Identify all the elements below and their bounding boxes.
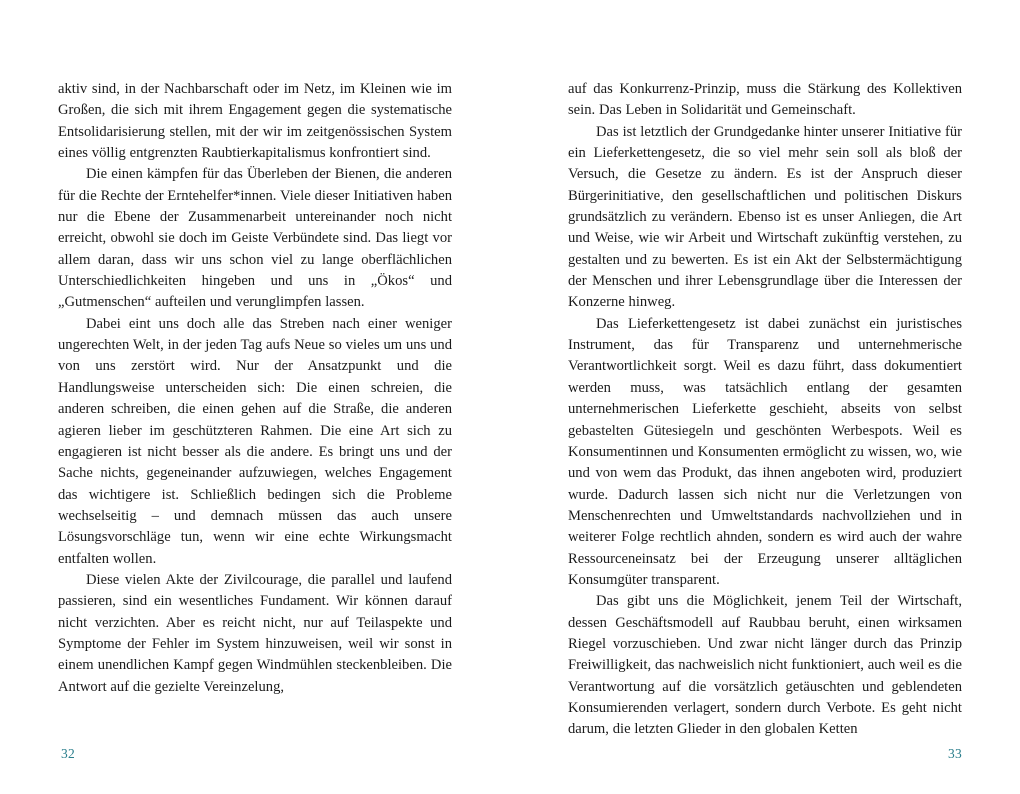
page-right-textblock xyxy=(568,79,962,741)
paragraph: Das gibt uns die Möglichkeit, jenem Teil der Wirtschaft, dessen Geschäftsmodell auf Raubbau beruht, einen wirksamen Riegel vorzuschieben. Und zwar nicht länger durch das Prinzip Freiwilligkeit, das nachweislich nicht funktioniert, auch weil es die Verantwortung auf die vorsätzlich getäuschten und geblendeten Konsumierenden verlagert, sondern durch Verbote. Es geht nicht darum, die letzten Glieder in den globalen Ketten xyxy=(568,593,962,738)
paragraph: Diese vielen Akte der Zivilcourage, die parallel und laufend passieren, sind ein wesentliches Fundament. Wir können darauf nicht verzichten. Aber es reicht nicht, nur auf Teilaspekte und Symptome der Fehler im System hinzuweisen, weil wir sonst in einem unendlichen Kampf gegen Windmühlen steckenbleiben. Die Antwort auf die gezielte Vereinzelung, xyxy=(58,571,452,695)
page-number-left: 32 xyxy=(61,745,76,761)
page-number-right: 33 xyxy=(947,745,962,761)
paragraph: Das ist letztlich der Grundgedanke hinter unserer Initiative für ein Lieferkettengesetz, die so viel mehr sein soll als bloß der Versuch, die Gesetze zu ändern. Es ist der Anspruch dieser Bürgerinitiative, den gesellschaftlichen und politischen Diskurs grundsätzlich zu verändern. Ebenso ist es unser Anliegen, die Art und Weise, wie wir Arbeit und Wirtschaft zukünftig verstehen, zu gestalten und zu bewerten. Es ist ein Akt der Selbstermächtigung der Menschen und ihrer Lebensgrundlage über die Interessen der Konzerne hinweg. xyxy=(568,123,962,311)
paragraph: Die einen kämpfen für das Überleben der Bienen, die anderen für die Rechte der Erntehelfer*innen. Viele dieser Initiativen haben nur die Ebene der Zusammenarbeit untereinander noch nicht erreicht, obwohl sie doch im Geiste Verbündete sind. Das liegt vor allem daran, dass wir uns schon viel zu lange oberflächlichen Unterschiedlichkeiten hingeben und uns in „Ökos“ und „Gutmenschen“ aufteilen und verunglimpfen lassen. xyxy=(58,166,452,311)
paragraph: Dabei eint uns doch alle das Streben nach einer weniger ungerechten Welt, in der jeden Tag aufs Neue so vieles um uns und von uns zerstört wird. Nur der Ansatzpunkt und die Handlungsweise unterscheiden sich: Die einen schreien, die anderen schreiben, die einen gehen auf die Straße, die anderen agieren lieber im geschützteren Rahmen. Die eine Art sich zu engagieren ist nicht besser als die andere. Es bringt uns und der Sache nichts, gegeneinander aufzuwiegen, welches Engagement das wichtigere ist. Schließlich bedingen sich die Probleme wechselseitig – und demnach müssen das auch unsere Lösungsvorschläge tun, wenn wir eine echte Wirkungsmacht entfalten wollen. xyxy=(58,315,452,567)
paragraph: Das Lieferkettengesetz ist dabei zunächst ein juristisches Instrument, das für Transparenz und unternehmerische Verantwortlichkeit sorgt. Weil es dazu führt, dass dokumentiert werden muss, was tatsächlich entlang der gesamten unternehmerischen Lieferkette geschieht, abseits von selbst gebastelten Gütesiegeln und geschönten Werbespots. Weil es Konsumentinnen und Konsumenten ermöglicht zu wissen, wo, wie und von wem das Produkt, das ihnen angeboten wird, produziert wurde. Dadurch lassen sich nicht nur die Verletzungen von Menschenrechten und Umweltstandards nachvollziehen und in weiterer Folge rechtlich ahnden, sondern es wird auch der wahre Ressourceneinsatz bei der Erzeugung unserer alltäglichen Konsumgüter transparent. xyxy=(568,315,962,588)
paragraph: aktiv sind, in der Nachbarschaft oder im Netz, im Kleinen wie im Großen, die sich mit ihrem Engagement gegen die systematische Entsolidarisierung stellen, mit der wir im zeitgenössischen System eines völlig entgrenzten Raubtierkapitalismus konfrontiert sind. xyxy=(58,81,452,162)
paragraph: auf das Konkurrenz-Prinzip, muss die Stärkung des Kollektiven sein. Das Leben in Solidarität und Gemeinschaft. xyxy=(568,81,962,119)
page-right xyxy=(510,0,1020,794)
page-left-textblock xyxy=(58,79,452,698)
